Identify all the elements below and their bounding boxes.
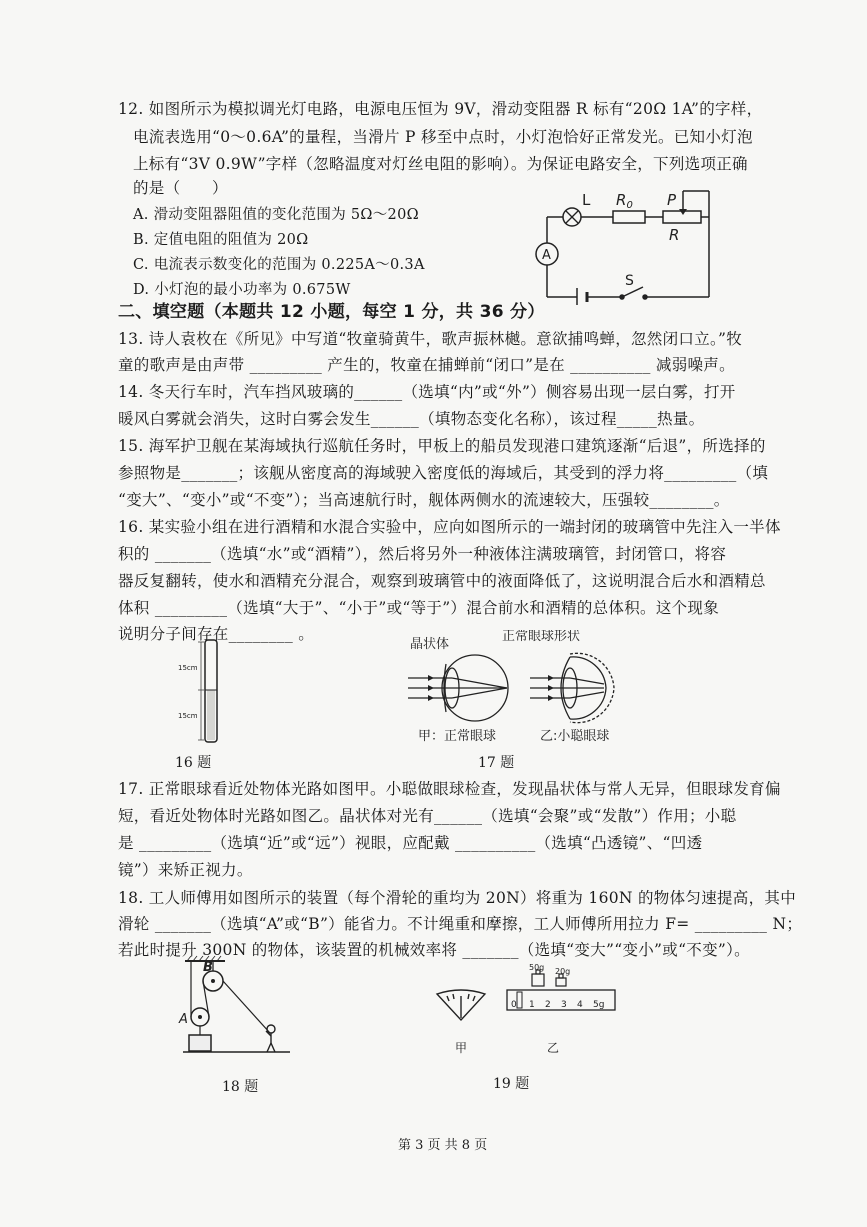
eye-normal-icon bbox=[408, 655, 508, 721]
label-A: A bbox=[542, 248, 551, 263]
q16-line5: 说明分子间存在________ 。 bbox=[118, 625, 315, 643]
fig19-scale-1: 1 bbox=[529, 1000, 535, 1010]
figure-16-glass-tube bbox=[175, 638, 235, 746]
q12-option-c: C. 电流表示数变化的范围为 0.225A～0.3A bbox=[133, 257, 425, 273]
fig16-label-top: 15cm bbox=[178, 664, 198, 672]
fig17-label-yi: 乙:小聪眼球 bbox=[540, 729, 610, 744]
q18-line3: 若此时提升 300N 的物体，该装置的机械效率将 _______（选填“变大”“变小”或“不变”）。 bbox=[118, 941, 750, 959]
load-box-icon bbox=[189, 1035, 211, 1051]
q12-line3: 上标有“3V 0.9W”字样（忽略温度对灯丝电阻的影响）。为保证电路安全，下列选项正确 bbox=[133, 155, 748, 173]
figure-17-caption: 17 题 bbox=[478, 755, 515, 771]
circuit-diagram bbox=[525, 185, 715, 305]
page-footer: 第 3 页 共 8 页 bbox=[398, 1138, 488, 1153]
figure-16-caption: 16 题 bbox=[175, 755, 212, 771]
q12-line1: 12. 如图所示为模拟调光灯电路，电源电压恒为 9V，滑动变阻器 R 标有“20Ω 1A”的字样， bbox=[118, 100, 763, 118]
figure-18-pulley bbox=[175, 955, 295, 1060]
figure-18-caption: 18 题 bbox=[222, 1079, 259, 1095]
worker-icon bbox=[266, 1025, 275, 1052]
svg-text:R0 bbox=[616, 191, 633, 211]
q17-line1: 17. 正常眼球看近处物体光路如图甲。小聪做眼球检查，发现晶状体与常人无异，但眼球发育偏 bbox=[118, 780, 781, 798]
figure-17-eye-diagrams bbox=[400, 630, 640, 748]
label-L: L bbox=[582, 191, 591, 209]
fig19-scale-5: 5g bbox=[593, 1000, 605, 1010]
fig16-label-bottom: 15cm bbox=[178, 712, 198, 720]
q13-line2: 童的歌声是由声带 _________ 产生的，牧童在捕蝉前“闭口”是在 __________ 减弱噪声。 bbox=[118, 356, 735, 374]
q12-option-d: D. 小灯泡的最小功率为 0.675W bbox=[133, 282, 351, 298]
figure-19-caption: 19 题 bbox=[493, 1076, 530, 1092]
fig19-scale-2: 2 bbox=[545, 1000, 551, 1010]
fig18-label-A: A bbox=[179, 1012, 188, 1027]
battery-icon bbox=[577, 288, 587, 305]
q16-line3: 器反复翻转，使水和酒精充分混合，观察到玻璃管中的液面降低了，这说明混合后水和酒精总 bbox=[118, 572, 766, 590]
fig19-weight1: 50g bbox=[529, 963, 545, 972]
fig17-label-normal-shape: 正常眼球形状 bbox=[502, 630, 581, 644]
fig19-label-yi: 乙 bbox=[547, 1041, 560, 1055]
q12-option-a: A. 滑动变阻器阻值的变化范围为 5Ω～20Ω bbox=[133, 207, 419, 223]
fig17-label-lens: 晶状体 bbox=[410, 637, 450, 652]
label-S: S bbox=[625, 273, 634, 289]
fig19-label-jia: 甲 bbox=[455, 1041, 468, 1055]
balance-dial-icon bbox=[437, 990, 485, 1020]
fig18-label-B: B bbox=[203, 960, 213, 975]
q16-line4: 体积 _________（选填“大于”、“小于”或“等于”）混合前水和酒精的总体积。这个现象 bbox=[118, 599, 720, 617]
q12-line2: 电流表选用“0～0.6A”的量程，当滑片 P 移至中点时，小灯泡恰好正常发光。已知小灯泡 bbox=[133, 128, 753, 146]
fig19-scale-0: 0 bbox=[511, 1000, 517, 1010]
figure-19-balance bbox=[425, 960, 625, 1060]
q18-line1: 18. 工人师傅用如图所示的装置（每个滑轮的重均为 20N）将重为 160N 的物体匀速提高，其中 bbox=[118, 889, 796, 907]
fig19-scale-4: 4 bbox=[577, 1000, 583, 1010]
q17-line4: 镜”）来矫正视力。 bbox=[118, 861, 253, 879]
q16-line1: 16. 某实验小组在进行酒精和水混合实验中，应向如图所示的一端封闭的玻璃管中先注入一半体 bbox=[118, 518, 781, 536]
q13-line1: 13. 诗人袁枚在《所见》中写道“牧童骑黄牛，歌声振林樾。意欲捕鸣蝉，忽然闭口立。”牧 bbox=[118, 330, 743, 348]
eye-short-icon bbox=[530, 653, 614, 722]
q12-option-b: B. 定值电阻的阻值为 20Ω bbox=[133, 232, 309, 248]
q18-line2: 滑轮 _______（选填“A”或“B”）能省力。不计绳重和摩擦，工人师傅所用拉力 F= _________ N； bbox=[118, 915, 803, 933]
q15-line1: 15. 海军护卫舰在某海域执行巡航任务时，甲板上的船员发现港口建筑逐渐“后退”，所选择的 bbox=[118, 437, 766, 455]
fig19-scale-3: 3 bbox=[561, 1000, 567, 1010]
fixed-resistor-icon bbox=[613, 211, 645, 223]
q14-line1: 14. 冬天行车时，汽车挡风玻璃的______（选填“内”或“外”）侧容易出现一层白雾，打开 bbox=[118, 383, 736, 401]
fig19-weight2: 20g bbox=[555, 967, 571, 976]
q16-line2: 积的 _______（选填“水”或“酒精”），然后将另外一种液体注满玻璃管，封闭管口，将容 bbox=[118, 545, 727, 563]
label-R0-sub: 0 bbox=[626, 200, 633, 211]
fig17-label-jia: 甲：正常眼球 bbox=[418, 729, 497, 744]
section-2-title: 二、填空题（本题共 12 小题，每空 1 分，共 36 分） bbox=[118, 302, 545, 322]
label-R: R bbox=[669, 226, 680, 244]
q17-line2: 短，看近处物体时光路如图乙。晶状体对光有______（选填“会聚”或“发散”）作用；小聪 bbox=[118, 807, 737, 825]
q15-line3: “变大”、“变小”或“不变”）；当高速航行时，舰体两侧水的流速较大，压强较________。 bbox=[118, 491, 730, 509]
label-P: P bbox=[667, 191, 677, 209]
q15-line2: 参照物是_______；该舰从密度高的海域驶入密度低的海域后，其受到的浮力将_________（填 bbox=[118, 464, 769, 482]
label-R0: R bbox=[616, 191, 627, 209]
q17-line3: 是 _________（选填“近”或“远”）视眼，应配戴 __________（选填“凸透镜”、“凹透 bbox=[118, 834, 703, 852]
lamp-icon bbox=[563, 208, 581, 226]
q14-line2: 暖风白雾就会消失，这时白雾会发生______（填物态变化名称），该过程_____热量。 bbox=[118, 410, 705, 428]
q12-line4: 的是（ ） bbox=[133, 179, 228, 197]
